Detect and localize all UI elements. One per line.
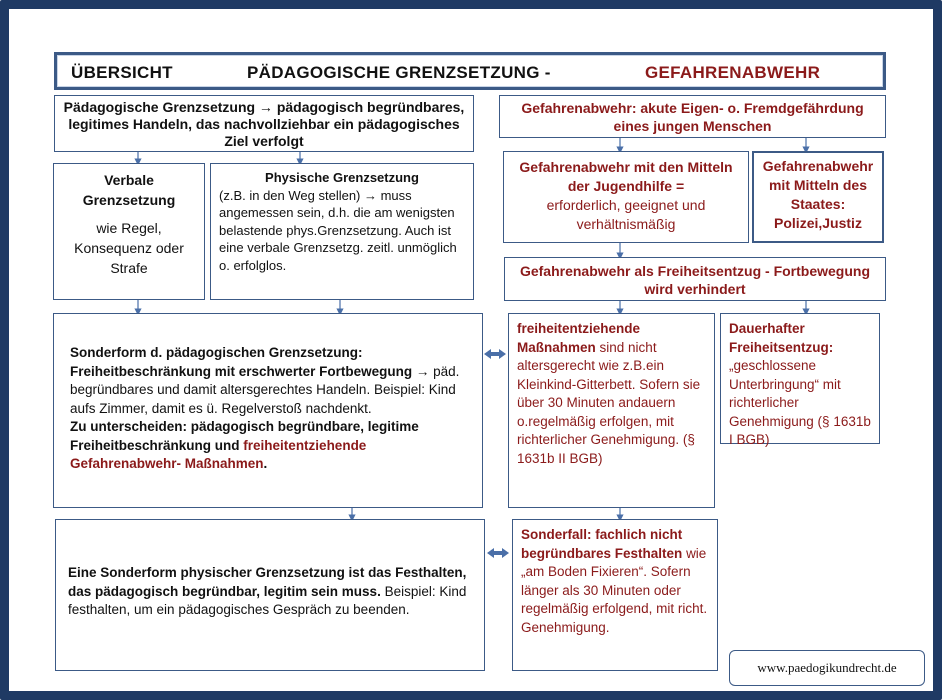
physisch-text: (z.B. in den Weg stellen) → muss angemessen sein, d.h. die am wenigsten belastende phys.Grenzsetzung. Auch ist eine verbale Grenzsetzg. zeitl. unmöglich o. erfolglos. (219, 187, 457, 273)
box-sonderform-freiheitbeschraenkung (53, 313, 483, 508)
fem-bold: freiheitentziehende Maßnahmen (517, 321, 641, 355)
dauer-text: „geschlossene Unterbringung“ mit richterlicher Genehmigung (§ 1631b I BGB) (729, 358, 871, 447)
sonderform2-text: Beispiel: Kind festhalten, um ein pädagogisches Gespräch zu beenden. (68, 583, 467, 617)
sonderform1-red: freiheitentziehende Gefahrenabwehr- Maßnahmen (70, 437, 367, 471)
website-link[interactable]: www.paedogikundrecht.de (729, 650, 925, 686)
dauer-bold: Dauerhafter Freiheitsentzug: (729, 321, 834, 355)
box-freiheitsentzug (504, 257, 886, 301)
text-paed-grenz: Pädagogische Grenzsetzung → pädagogisch begründbares, legitimes Handeln, das nachvollziehbar ein pädagogisches Ziel verfolgt (63, 99, 465, 149)
sonderform2-bold: Eine Sonderform physischer Grenzsetzung ist das Festhalten, das pädagogisch begründbar, legitim sein muss. (68, 565, 467, 599)
box-gefahrenabwehr-jugendhilfe (503, 151, 749, 243)
verbal-title: Verbale Grenzsetzung (82, 172, 176, 208)
title-right: GEFAHRENABWEHR (645, 63, 821, 82)
sonderform1-bold: Sonderform d. pädagogischen Grenzsetzung: Freiheitbeschränkung mit erschwerter Fortbewegung (70, 345, 413, 379)
title-left: ÜBERSICHT (71, 63, 173, 82)
jugendhilfe-text: erforderlich, geeignet und verhältnismäßig (546, 197, 706, 232)
title-middle: PÄDAGOGISCHE GRENZSETZUNG - (247, 63, 551, 82)
jugendhilfe-bold: Gefahrenabwehr mit den Mitteln der Jugendhilfe = (519, 159, 733, 194)
box-physische-grenzsetzung (210, 163, 474, 300)
double-arrow-2 (487, 548, 509, 558)
box-sonderform-festhalten (55, 519, 485, 671)
double-arrows (484, 349, 509, 558)
verbal-text: wie Regel, Konsequenz oder Strafe (74, 220, 184, 276)
sonderform1-text: → päd. begründbares und damit altersgerechtes Handeln. Beispiel: Kind aufs Zimmer, damit es ü. Regelverstoß nachdenkt. (70, 363, 460, 416)
text-freiheitsentzug: Gefahrenabwehr als Freiheitsentzug - Fortbewegung wird verhindert (519, 263, 871, 297)
sonderfall-bold: Sonderfall: fachlich nicht begründbares Festhalten (521, 527, 683, 561)
physisch-title: Physische Grenzsetzung (265, 170, 419, 185)
sonderform1-end: . (263, 456, 268, 471)
double-arrow-1 (484, 349, 506, 359)
box-sonderfall-festhalten (512, 519, 718, 671)
sonderform1-bold2: Zu unterscheiden: pädagogisch begründbare, legitime Freiheitbeschränkung und (70, 419, 419, 453)
box-gefahrenabwehr-staat (752, 151, 884, 243)
fem-text: sind nicht altersgerecht wie z.B.ein Kleinkind-Gitterbett. Sofern sie über 30 Minuten andauern o.regelmäßig erfolgen, mit richterlicher Genehmigung. (§ 1631b II BGB) (517, 339, 701, 466)
text-gefahr-akut: Gefahrenabwehr: akute Eigen- o. Fremdgefährdung eines jungen Menschen (521, 100, 864, 134)
box-verbale-grenzsetzung (53, 163, 205, 300)
box-gefahrenabwehr-akut (499, 95, 886, 138)
box-freiheitentziehende-massnahmen (508, 313, 715, 508)
text-staat: Gefahrenabwehr mit Mitteln des Staates: Polizei,Justiz (762, 158, 874, 231)
sonderfall-text: wie „am Boden Fixieren“. Sofern länger als 30 Minuten oder regelmäßig erfolgend, mit richt. Genehmigung. (521, 545, 708, 635)
box-paedagogische-grenzsetzung (54, 95, 474, 152)
box-dauerhafter-freiheitsentzug (720, 313, 880, 447)
